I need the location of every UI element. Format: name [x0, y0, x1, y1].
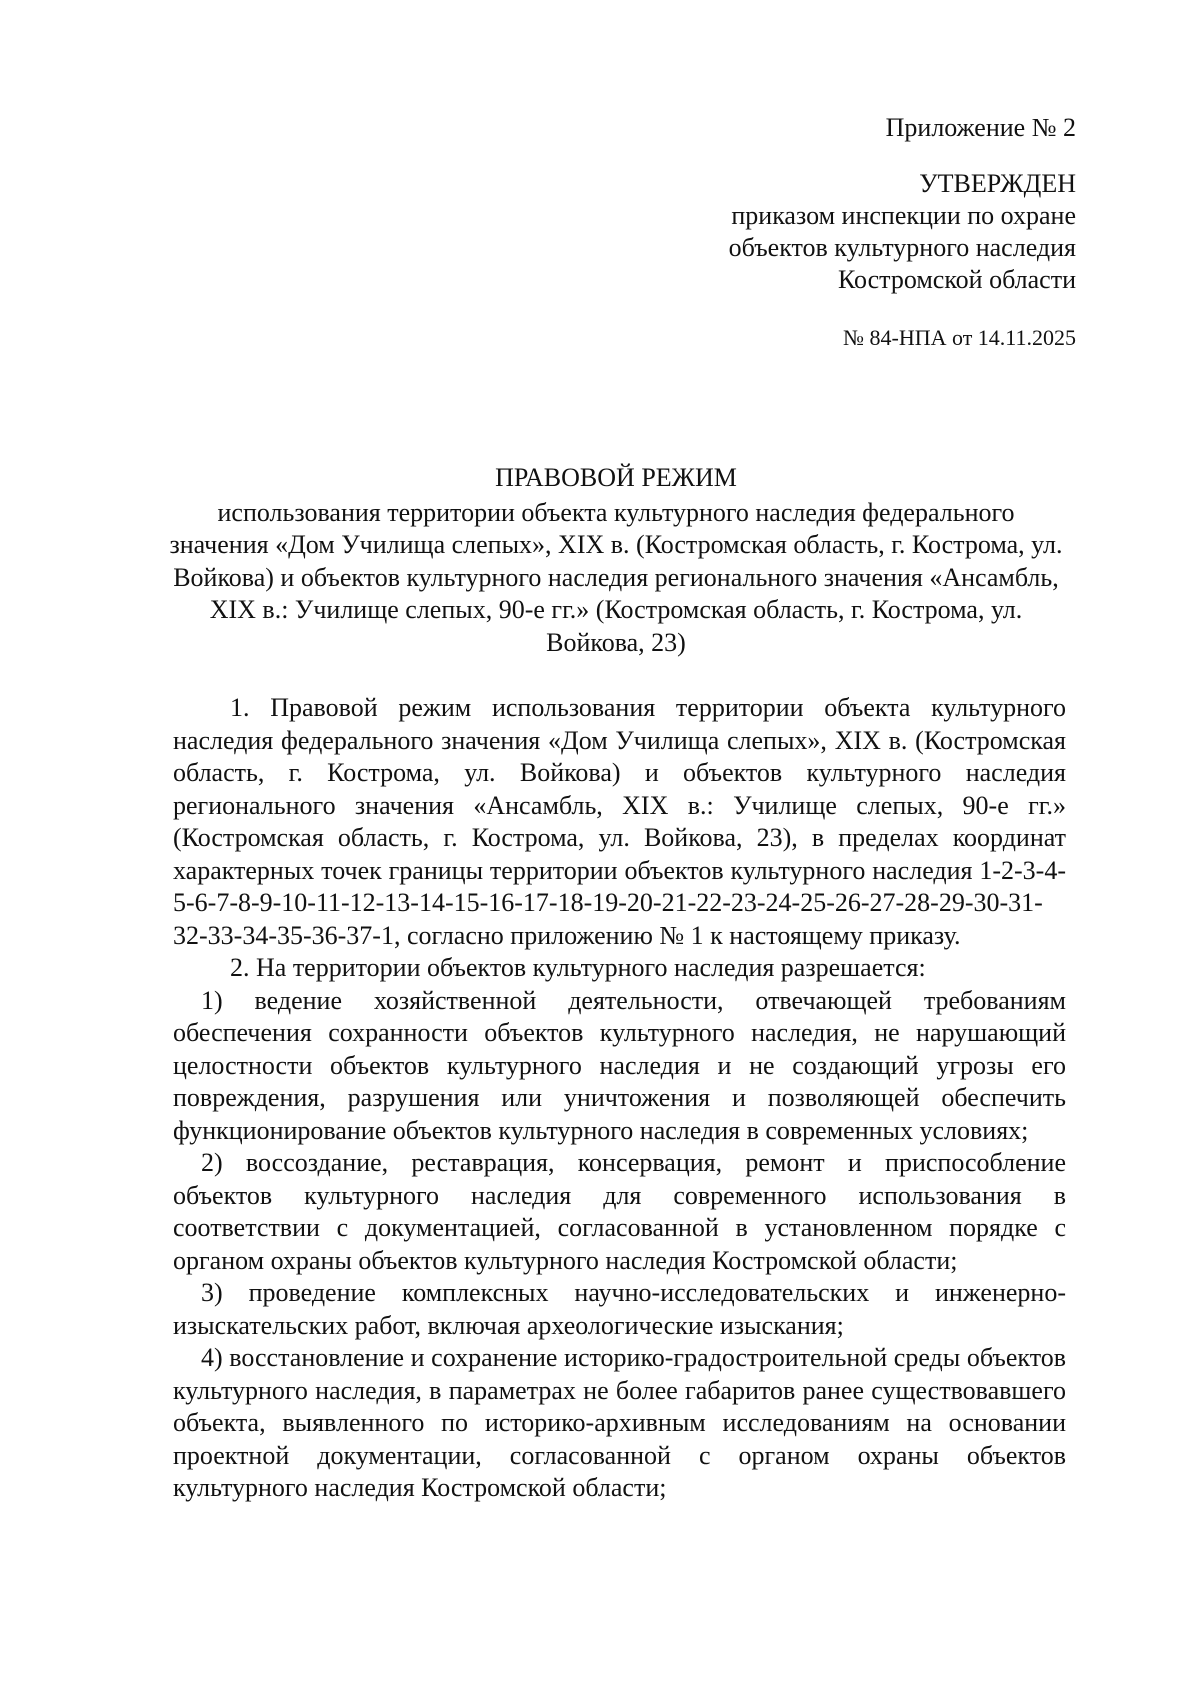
title-main: ПРАВОВОЙ РЕЖИМ	[495, 463, 737, 492]
list-item-2: 2) воссоздание, реставрация, консервация, ремонт и приспособление объектов культурного наследия для современного использования в соответствии с документацией, согласованной в установленном порядке с органом охраны объектов культурного наследия Костромской области;	[173, 1148, 1066, 1275]
paragraph-2: 2. На территории объектов культурного наследия разрешается:	[230, 953, 926, 982]
approval-header	[556, 112, 1076, 354]
list-item-1: 1) ведение хозяйственной деятельности, отвечающей требованиям обеспечения сохранности объектов культурного наследия, не нарушающий целостности объектов культурного наследия и не создающий угрозы его повреждения, разрушения или уничтожения и позволяющей обеспечить функционирование объектов культурного наследия в современных условиях;	[173, 985, 1066, 1145]
approver-line-1: приказом инспекции по охране	[731, 201, 1076, 230]
title-subtitle: использования территории объекта культурного наследия федерального значения «Дом Училища слепых», XIX в. (Костромская область, г. Кострома, ул. Войкова) и объектов культурного наследия регионального значения «Ансамбль, XIX в.: Училище слепых, 90-е гг.» (Костромская область, г. Кострома, ул. Войкова, 23)	[169, 497, 1063, 657]
document-body	[173, 692, 1066, 1505]
list-item-3: 3) проведение комплексных научно-исследовательских и инженерно-изыскательских работ, включая археологические изыскания;	[173, 1278, 1066, 1340]
document-title	[168, 462, 1064, 659]
paragraph-1: 1. Правовой режим использования территории объекта культурного наследия федерального значения «Дом Училища слепых», XIX в. (Костромская область, г. Кострома, ул. Войкова) и объектов культурного наследия регионального значения «Ансамбль, XIX в.: Училище слепых, 90-е гг.» (Костромская область, г. Кострома, ул. Войкова, 23), в пределах координат характерных точек границы территории объектов культурного наследия 1-2-3-4-5-6-7-8-9-10-11-12-13-14-15-16-17-18-19-20-21-22-23-24-25-26-27-28-29-30-31-32-33-34-35-36-37-1, согласно приложению № 1 к настоящему приказу.	[173, 693, 1066, 950]
approver-line-2: объектов культурного наследия	[728, 233, 1076, 262]
approved-label: УТВЕРЖДЕН	[919, 169, 1076, 198]
appendix-label: Приложение № 2	[885, 113, 1076, 142]
approver-line-3: Костромской области	[837, 265, 1076, 294]
list-item-4: 4) восстановление и сохранение историко-градостроительной среды объектов культурного наследия, в параметрах не более габаритов ранее существовавшего объекта, выявленного по историко-архивным исследованиям на основании проектной документации, согласованной с органом охраны объектов культурного наследия Костромской области;	[173, 1343, 1066, 1502]
order-number: № 84-НПА от 14.11.2025	[843, 325, 1076, 350]
